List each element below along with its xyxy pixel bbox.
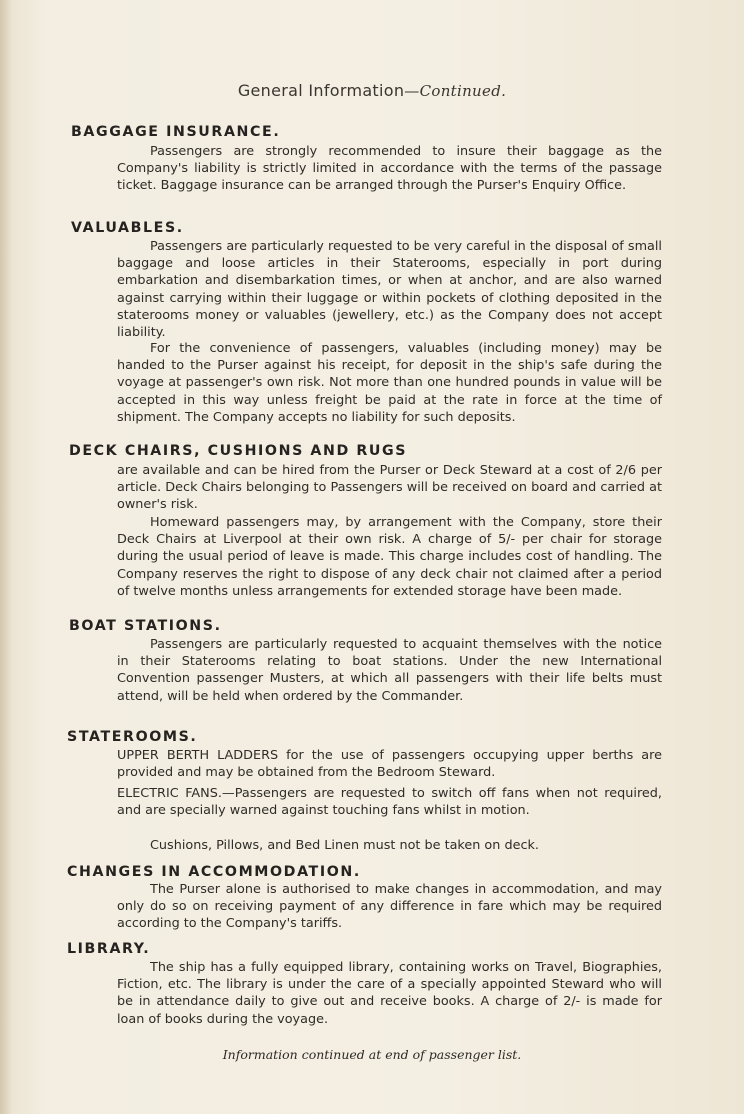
text-valuables-2: For the convenience of passengers, valuables (including money) may be handed to the Purser against his receipt, for deposit in the ship's safe during the voyage at passenger's own risk. Not more than one hundred pounds in value will be accepted in this way unless freight be paid at the rate in force at the time of shipment. The Company accepts no liability for such deposits. [117, 341, 662, 425]
paragraph-staterooms-3 [117, 837, 662, 854]
text-staterooms-3: Cushions, Pillows, and Bed Linen must not be taken on deck. [150, 838, 539, 853]
heading-changes-accommodation: CHANGES IN ACCOMMODATION. [67, 864, 361, 880]
text-baggage-1: Passengers are strongly recommended to insure their baggage as the Company's liability is strictly limited in accordance with the terms of the passage ticket. Baggage insurance can be arranged through the Purser's Enquiry Office. [117, 144, 662, 194]
paper-fold-shadow [0, 0, 12, 1114]
text-changes-1: The Purser alone is authorised to make changes in accommodation, and may only do so on receiving payment of any difference in fare which may be required according to the Company's tariffs. [117, 882, 662, 932]
text-deck-chairs-2: Homeward passengers may, by arrangement with the Company, store their Deck Chairs at Liverpool at their own risk. A charge of 5/- per chair for storage during the usual period of leave is made. This charge includes cost of handling. The Company reserves the right to dispose of any deck chair not claimed after a period of twelve months unless arrangements for extended storage have been made. [117, 515, 662, 599]
title-main: General Information [237, 81, 405, 100]
heading-staterooms: STATEROOMS. [67, 729, 198, 745]
paragraph-staterooms-1 [117, 747, 662, 781]
heading-library: LIBRARY. [67, 941, 151, 957]
text-boat-stations-1: Passengers are particularly requested to acquaint themselves with the notice in their Staterooms relating to boat stations. Under the new International Convention passenger Musters, at which all passengers with their life belts must attend, will be held when ordered by the Commander. [117, 637, 662, 704]
paragraph-valuables-1 [117, 238, 662, 341]
title-continued: —Continued. [404, 82, 507, 100]
footer-note: Information continued at end of passenger list. [222, 1047, 522, 1062]
heading-boat-stations: BOAT STATIONS. [69, 618, 222, 634]
paragraph-valuables-2 [117, 340, 662, 426]
paragraph-staterooms-2 [117, 785, 662, 819]
text-library-1: The ship has a fully equipped library, containing works on Travel, Biographies, Fiction, etc. The library is under the care of a specially appointed Steward who will be in attendance daily to give out and receive books. A charge of 2/- is made for loan of books during the voyage. [117, 960, 662, 1027]
paragraph-library-1 [117, 959, 662, 1028]
heading-valuables: VALUABLES. [71, 220, 184, 236]
paragraph-boat-stations-1 [117, 636, 662, 705]
paragraph-deck-chairs-1 [117, 462, 662, 514]
page-title [0, 81, 744, 100]
paragraph-changes-1 [117, 881, 662, 933]
heading-deck-chairs: DECK CHAIRS, CUSHIONS AND RUGS [69, 443, 408, 459]
paragraph-deck-chairs-2 [117, 514, 662, 600]
text-staterooms-2: ELECTRIC FANS.—Passengers are requested to switch off fans when not required, and are specially warned against touching fans whilst in motion. [117, 786, 662, 819]
heading-baggage-insurance: BAGGAGE INSURANCE. [71, 124, 281, 140]
text-deck-chairs-1: are available and can be hired from the Purser or Deck Steward at a cost of 2/6 per article. Deck Chairs belonging to Passengers will be received on board and carried at owner's risk. [117, 463, 662, 513]
paragraph-baggage-1 [117, 143, 662, 195]
text-valuables-1: Passengers are particularly requested to be very careful in the disposal of small baggage and loose articles in their Staterooms, especially in port during embarkation and disembarkation times, or when at anchor, and are also warned against carrying within their luggage or within pockets of clothing deposited in the staterooms money or valuables (jewellery, etc.) as the Company does not accept liability. [117, 239, 662, 341]
text-staterooms-1: UPPER BERTH LADDERS for the use of passengers occupying upper berths are provided and may be obtained from the Bedroom Steward. [117, 748, 662, 781]
